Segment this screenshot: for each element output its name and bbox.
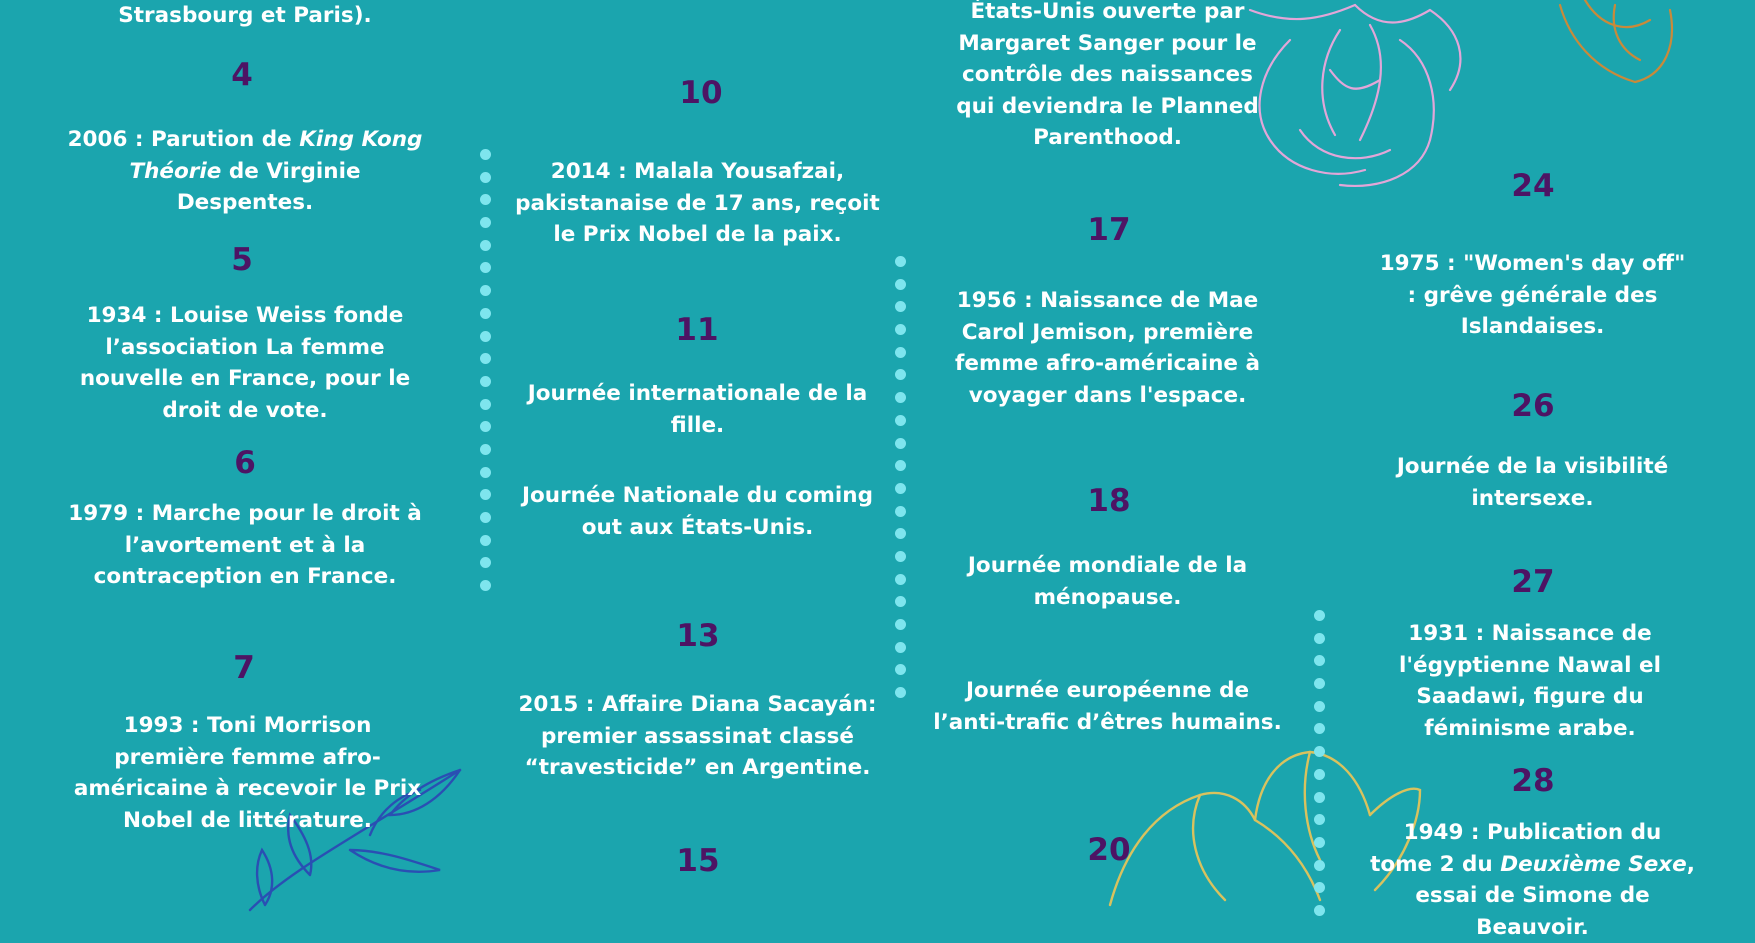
orange-flower-icon xyxy=(1555,0,1685,90)
day-number-27: 27 xyxy=(1511,564,1555,600)
day-number-7: 7 xyxy=(233,650,255,686)
day-number-24: 24 xyxy=(1511,168,1555,204)
entry-5-text: 1934 : Louise Weiss fonde l’association La femme nouvelle en France, pour le droit de vote. xyxy=(79,303,411,423)
dotted-divider-2 xyxy=(893,256,907,710)
day-number-18: 18 xyxy=(1087,483,1131,519)
day-number-4: 4 xyxy=(231,57,253,93)
day-number-28: 28 xyxy=(1511,763,1555,799)
dotted-divider-1 xyxy=(478,149,492,603)
day-number-10: 10 xyxy=(679,75,723,111)
entry-10-text: 2014 : Malala Yousafzai, pakistanaise de 17 ans, reçoit le Prix Nobel de la paix. xyxy=(515,159,880,247)
day-number-6: 6 xyxy=(234,445,256,481)
entry-24-text: 1975 : "Women's day off" : grêve générale des Islandaises. xyxy=(1379,251,1686,339)
entry-27-text: 1931 : Naissance de l'égyptienne Nawal el Saadawi, figure du féminisme arabe. xyxy=(1399,621,1661,741)
entry-16-text-tail: États-Unis ouverte par Margaret Sanger pour le contrôle des naissances qui deviendra le Planned Parenthood. xyxy=(956,0,1259,150)
entry-11-text-2: Journée Nationale du coming out aux États-Unis. xyxy=(522,483,873,540)
entry-18-text-2: Journée européenne de l’anti-trafic d’êtres humains. xyxy=(933,678,1282,735)
entry-7-text: 1993 : Toni Morrison première femme afro-américaine à recevoir le Prix Nobel de littérature. xyxy=(73,713,422,833)
dotted-divider-3 xyxy=(1312,610,1326,928)
day-number-11: 11 xyxy=(675,312,719,348)
entry-3-text-tail: Strasbourg et Paris). xyxy=(118,3,372,28)
day-number-17: 17 xyxy=(1087,212,1131,248)
day-number-20: 20 xyxy=(1087,832,1131,868)
entry-17-text: 1956 : Naissance de Mae Carol Jemison, première femme afro-américaine à voyager dans l'espace. xyxy=(955,288,1260,408)
entry-6-text: 1979 : Marche pour le droit à l’avortement et à la contraception en France. xyxy=(68,501,422,589)
entry-18-text: Journée mondiale de la ménopause. xyxy=(967,553,1248,610)
entry-13-text: 2015 : Affaire Diana Sacayán: premier assassinat classé “travesticide” en Argentine. xyxy=(518,692,877,780)
entry-26-text: Journée de la visibilité intersexe. xyxy=(1396,454,1669,511)
day-number-13: 13 xyxy=(676,618,720,654)
day-number-5: 5 xyxy=(231,242,253,278)
day-number-26: 26 xyxy=(1511,388,1555,424)
entry-4-text: 2006 : Parution de King Kong Théorie de Virginie Despentes. xyxy=(67,127,423,215)
day-number-15: 15 xyxy=(676,843,720,879)
entry-28-text: 1949 : Publication du tome 2 du Deuxième Sexe, essai de Simone de Beauvoir. xyxy=(1370,820,1695,940)
entry-11-text: Journée internationale de la fille. xyxy=(527,381,868,438)
